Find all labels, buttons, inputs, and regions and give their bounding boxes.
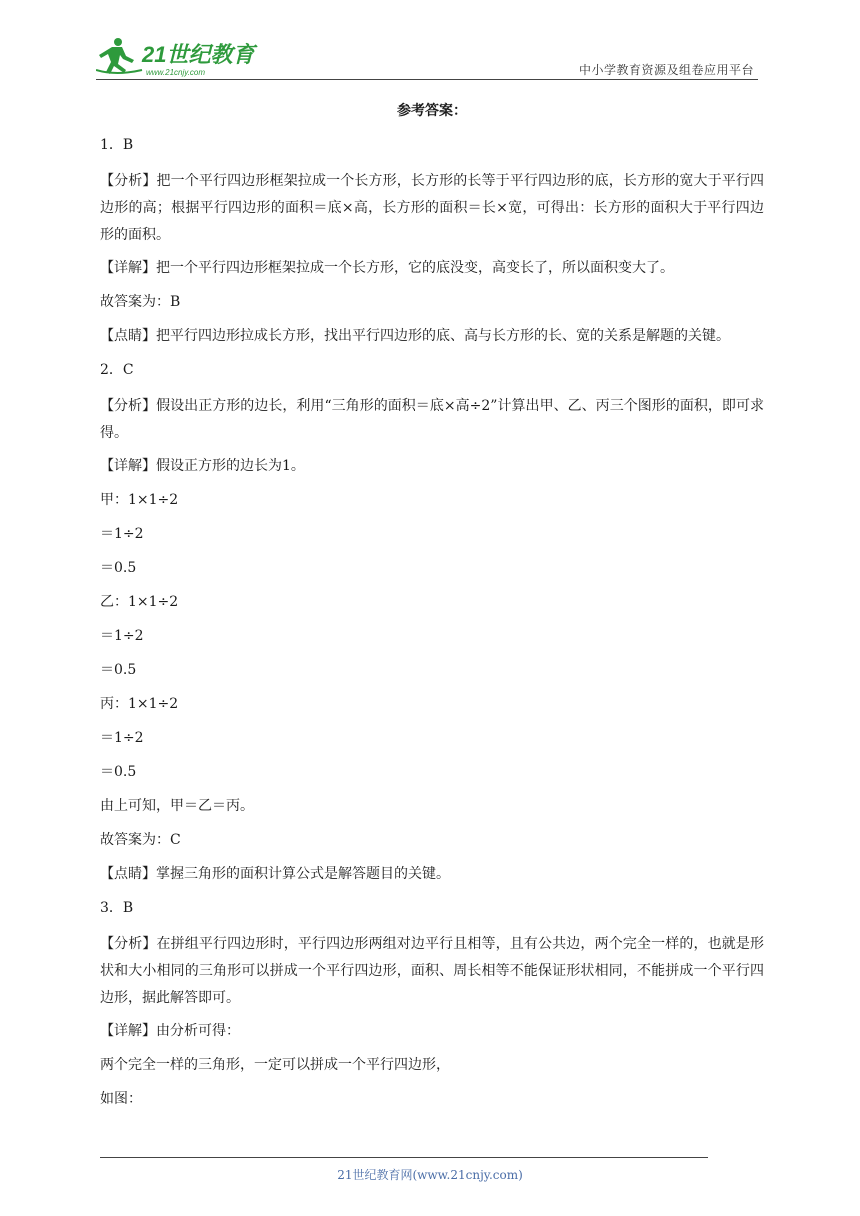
answer-line: 【分析】假设出正方形的边长，利用“三角形的面积＝底×高÷2”计算出甲、乙、丙三个图形的面积，即可求得。 xyxy=(100,398,764,441)
platform-name: 中小学教育资源及组卷应用平台 xyxy=(578,63,754,77)
answer-line: ＝0.5 xyxy=(100,662,137,678)
logo-wordmark: 21世纪教育 xyxy=(142,42,255,67)
answer-line: ＝0.5 xyxy=(100,560,137,576)
logo-21cnjy xyxy=(96,34,266,78)
answer-line: ＝1÷2 xyxy=(100,628,144,644)
answer-line: ＝1÷2 xyxy=(100,730,144,746)
page-header xyxy=(96,28,758,80)
answer-line: ＝0.5 xyxy=(100,764,137,780)
answer-line: 3．B xyxy=(100,900,134,916)
answer-line: 1．B xyxy=(100,137,134,153)
answer-line: 【点睛】把平行四边形拉成长方形，找出平行四边形的底、高与长方形的长、宽的关系是解题的关键。 xyxy=(100,328,730,344)
answer-line: 2．C xyxy=(100,362,134,378)
answer-line: 【详解】由分析可得： xyxy=(100,1023,240,1039)
answer-line: 乙：1×1÷2 xyxy=(100,594,179,610)
answer-line: 由上可知，甲＝乙＝丙。 xyxy=(100,798,254,814)
answer-content xyxy=(100,100,764,1122)
answer-line: 两个完全一样的三角形，一定可以拼成一个平行四边形， xyxy=(100,1057,450,1073)
answer-line: 【详解】把一个平行四边形框架拉成一个长方形，它的底没变，高变长了，所以面积变大了。 xyxy=(100,260,674,276)
answer-line: 【分析】在拼组平行四边形时，平行四边形两组对边平行且相等，且有公共边，两个完全一样的，也就是形状和大小相同的三角形可以拼成一个平行四边形，面积、周长相等不能保证形状相同，不能拼成一个平行四边形，据此解答即可。 xyxy=(100,936,764,1006)
page-footer[interactable]: 21世纪教育网(www.21cnjy.com) xyxy=(337,1168,523,1182)
logo-url: www.21cnjy.com xyxy=(146,68,205,77)
answer-line: 甲：1×1÷2 xyxy=(100,492,179,508)
answer-line: ＝1÷2 xyxy=(100,526,144,542)
header-divider xyxy=(96,79,758,80)
answer-line: 故答案为：C xyxy=(100,832,181,848)
answer-line: 【详解】假设正方形的边长为1。 xyxy=(100,458,305,474)
answer-line: 【点睛】掌握三角形的面积计算公式是解答题目的关键。 xyxy=(100,866,450,882)
page-title: 参考答案： xyxy=(397,103,467,119)
answer-line: 【分析】把一个平行四边形框架拉成一个长方形，长方形的长等于平行四边形的底，长方形的宽大于平行四边形的高；根据平行四边形的面积＝底×高，长方形的面积＝长×宽，可得出：长方形的面积大于平行四边形的面积。 xyxy=(100,173,764,243)
footer-divider xyxy=(100,1157,708,1158)
answer-line: 丙：1×1÷2 xyxy=(100,696,179,712)
answer-line: 故答案为：B xyxy=(100,294,181,310)
answer-line: 如图： xyxy=(100,1091,142,1107)
